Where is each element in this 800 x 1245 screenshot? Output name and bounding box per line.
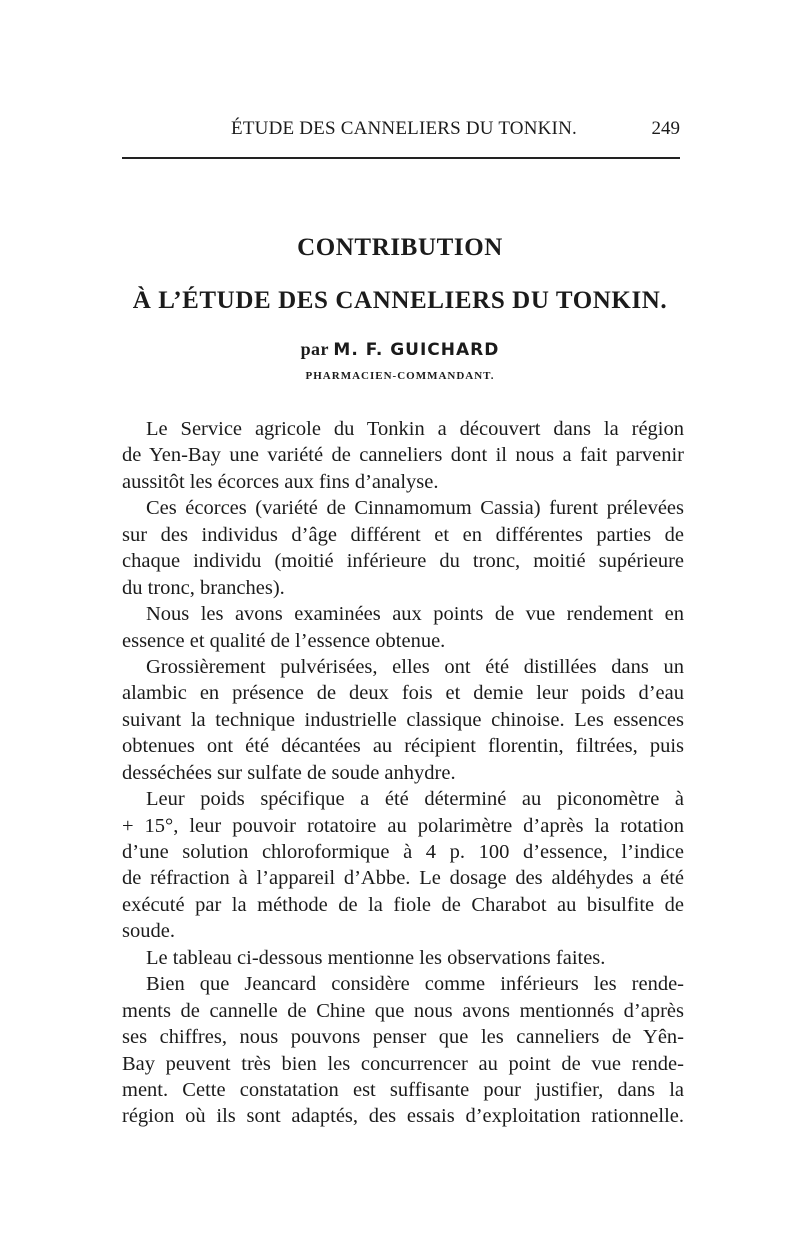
- body-line: sur des individus d’âge différent et en différentes parties de: [122, 523, 684, 546]
- body-line: Le Service agricole du Tonkin a découvert dans la région: [146, 418, 684, 440]
- body-line: de réfraction à l’appareil d’Abbe. Le dosage des aldéhydes a été: [122, 867, 684, 890]
- header-rule: [122, 157, 680, 159]
- body-line: Nous les avons examinées aux points de vue rendement en: [146, 603, 684, 626]
- body-line: alambic en présence de deux fois et demie leur poids d’eau: [122, 682, 684, 705]
- running-header: [126, 118, 682, 144]
- body-line: obtenues ont été décantées au récipient florentin, filtrées, puis: [122, 735, 684, 758]
- body-line: desséchées sur sulfate de soude anhydre.: [122, 761, 456, 784]
- body-line: ment. Cette constatation est suffisante pour justifier, dans la: [122, 1078, 684, 1101]
- running-title: ÉTUDE DES CANNELIERS DU TONKIN.: [231, 118, 577, 139]
- page-number: 249: [651, 118, 680, 139]
- body-line: Le tableau ci-dessous mentionne les observations faites.: [146, 946, 606, 969]
- body-line: soude.: [122, 920, 175, 943]
- body-line: aussitôt les écorces aux fins d’analyse.: [122, 470, 439, 493]
- byline-prefix: par: [300, 339, 329, 359]
- author-name: M. F. GUICHARD: [333, 340, 500, 360]
- byline: [0, 339, 800, 360]
- body-line: Leur poids spécifique a été déterminé au piconomètre à: [146, 788, 684, 811]
- body-line: du tronc, branches).: [122, 576, 285, 599]
- author-title: PHARMACIEN-COMMANDANT.: [305, 370, 495, 382]
- body-line: ments de cannelle de Chine que nous avons mentionnés d’après: [122, 999, 684, 1022]
- article-title-line-1: CONTRIBUTION: [297, 234, 503, 261]
- body-line: chaque individu (moitié inférieure du tronc, moitié supérieure: [122, 550, 684, 573]
- body-line: essence et qualité de l’essence obtenue.: [122, 629, 446, 652]
- body-line: suivant la technique industrielle classique chinoise. Les essences: [122, 708, 684, 731]
- body-line: région où ils sont adaptés, des essais d’exploitation rationnelle.: [122, 1105, 684, 1128]
- body-line: ses chiffres, nous pouvons penser que les canneliers de Yên-: [122, 1026, 684, 1049]
- body-line: Bay peuvent très bien les concurrencer au point de vue rende-: [122, 1052, 684, 1075]
- body-line: + 15°, leur pouvoir rotatoire au polarimètre d’après la rotation: [122, 814, 684, 837]
- body-line: de Yen-Bay une variété de canneliers dont il nous a fait parvenir: [122, 444, 684, 467]
- body-text: [122, 416, 684, 1130]
- body-line: Grossièrement pulvérisées, elles ont été distillées dans un: [146, 655, 684, 678]
- body-line: Ces écorces (variété de Cinnamomum Cassia) furent prélevées: [146, 497, 684, 520]
- body-line: Bien que Jeancard considère comme inférieurs les rende-: [146, 973, 684, 996]
- body-line: d’une solution chloroformique à 4 p. 100 d’essence, l’indice: [122, 841, 684, 863]
- body-line: exécuté par la méthode de la fiole de Charabot au bisulfite de: [122, 893, 684, 916]
- article-title-line-2: À L’ÉTUDE DES CANNELIERS DU TONKIN.: [132, 287, 668, 314]
